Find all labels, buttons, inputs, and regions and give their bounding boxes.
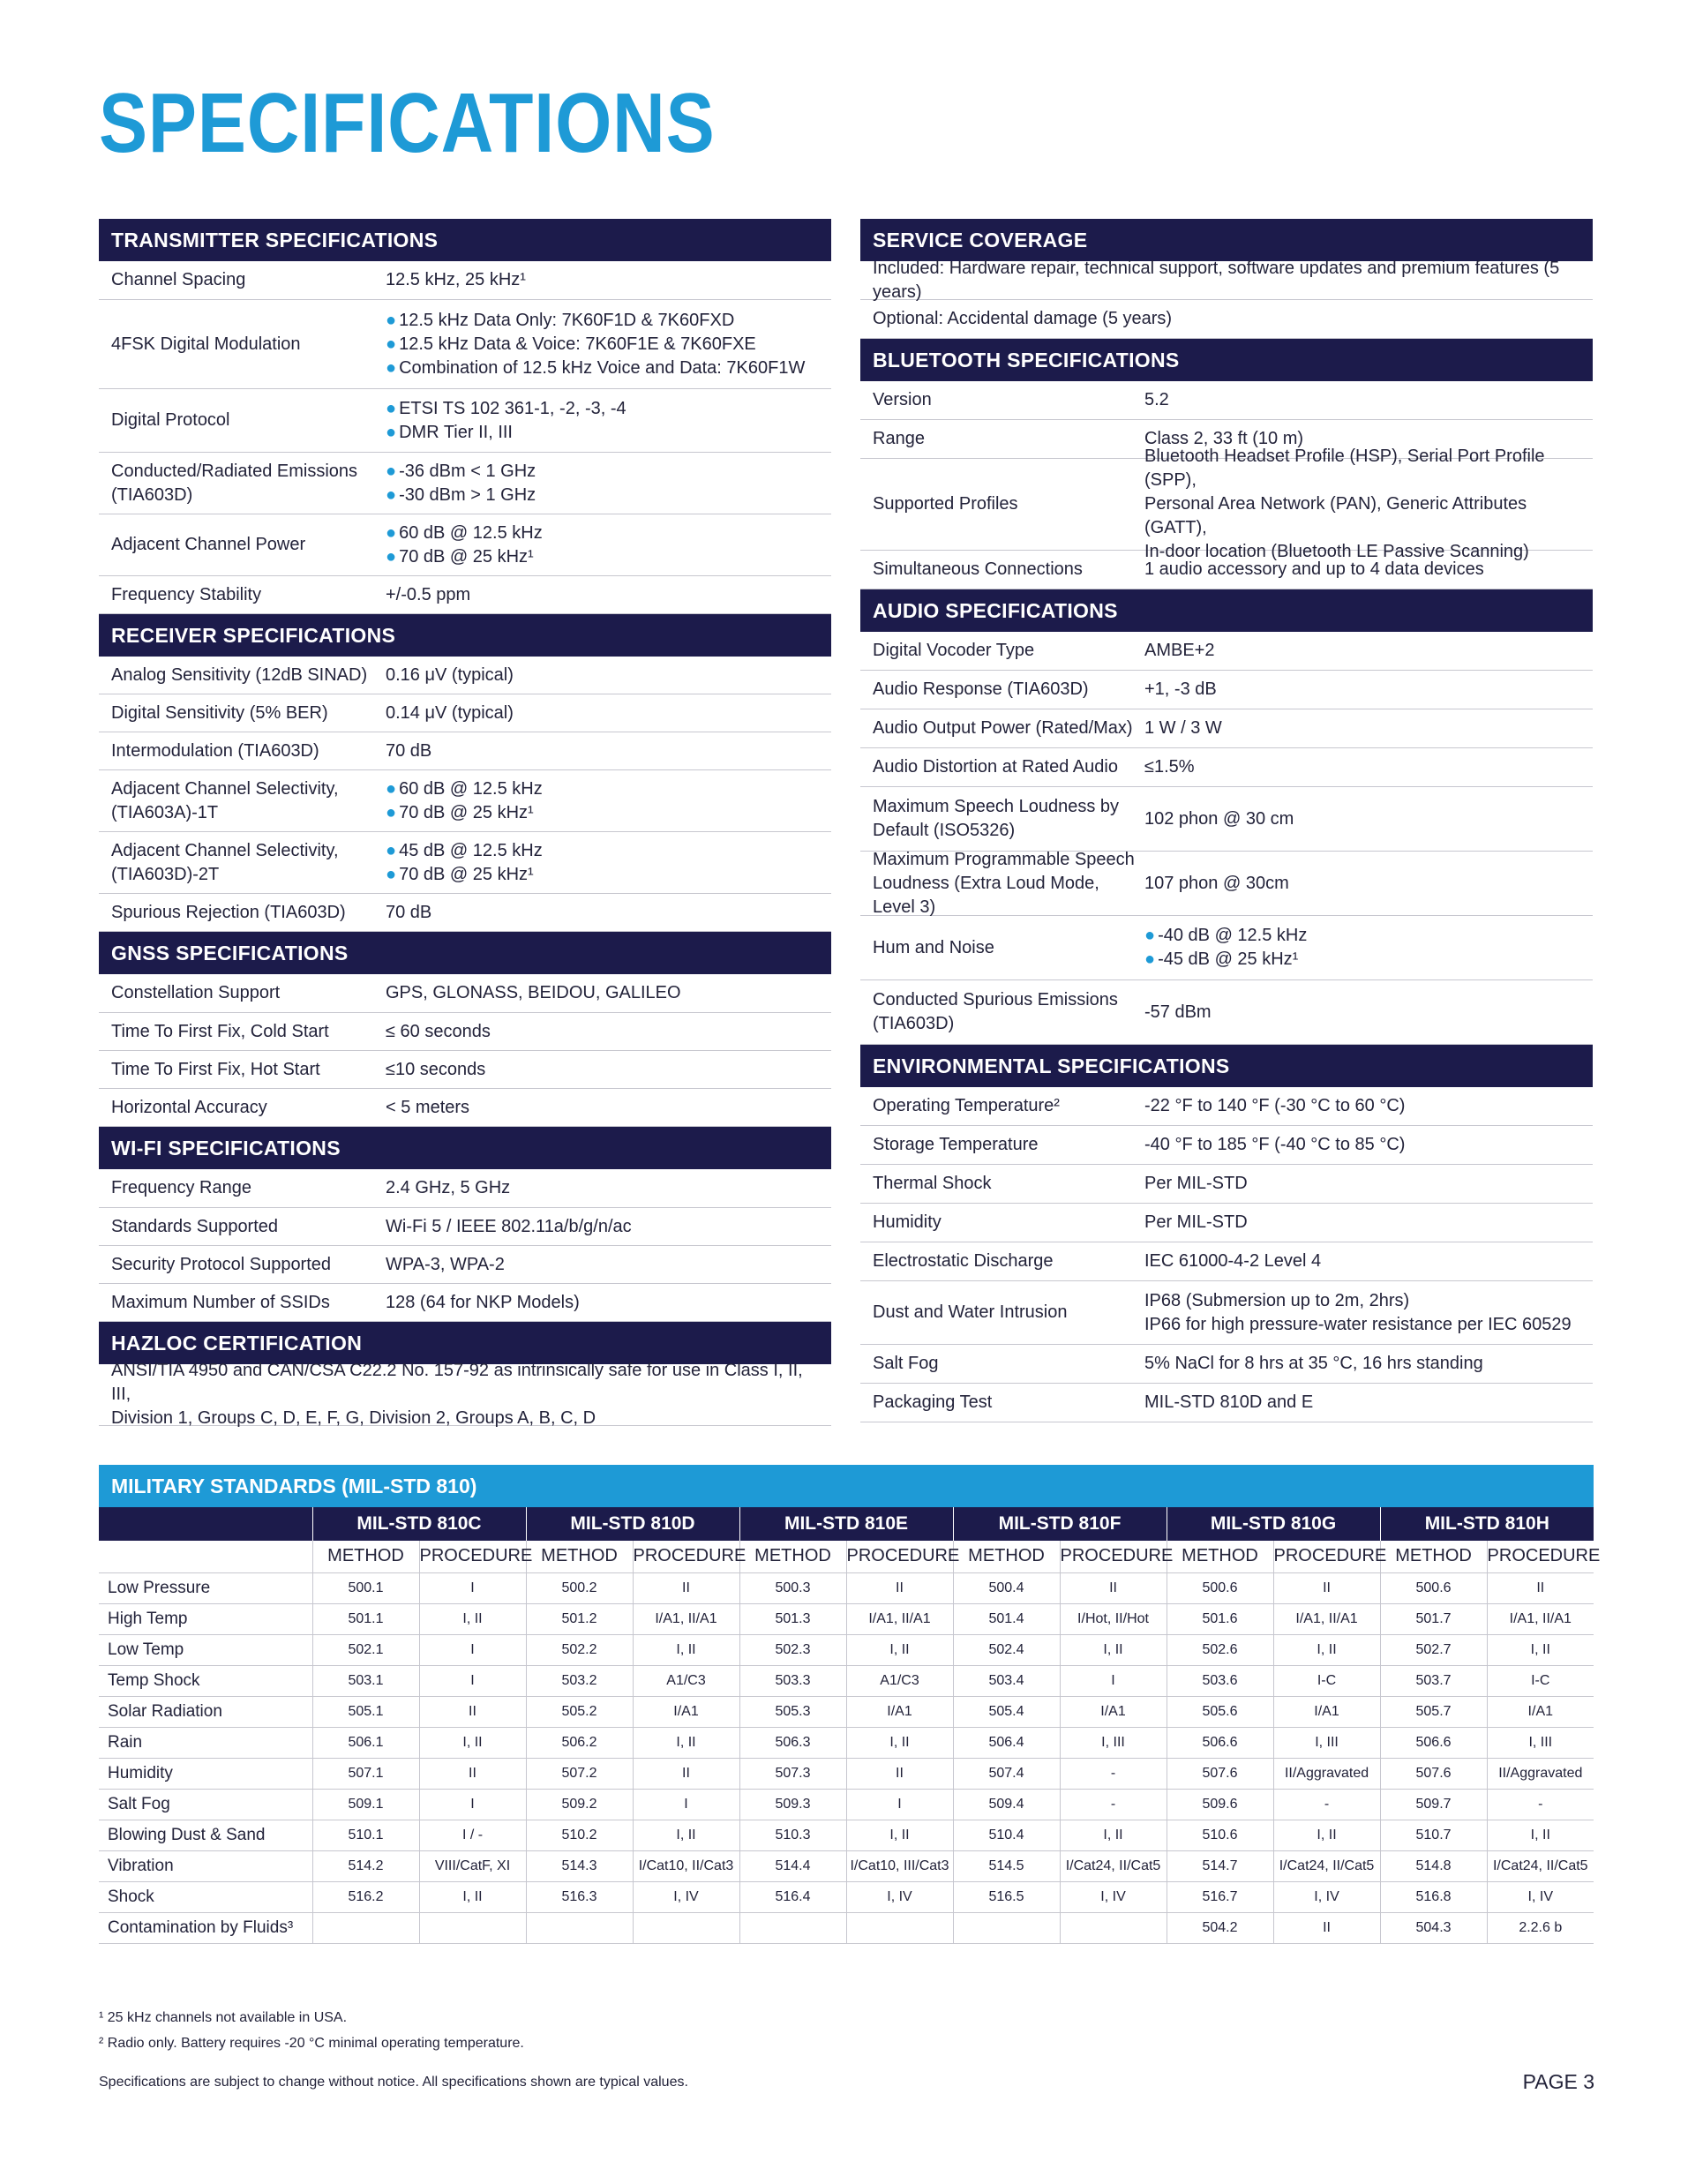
procedure-cell: I-C xyxy=(1487,1665,1594,1696)
bullet-icon: ● xyxy=(386,334,397,354)
procedure-cell: II xyxy=(1273,1572,1380,1603)
method-cell: 516.7 xyxy=(1167,1881,1273,1912)
method-cell: 503.1 xyxy=(312,1665,419,1696)
disclaimer: Specifications are subject to change without notice. All specifications shown are typical values. xyxy=(99,2075,688,2090)
military-heading: MILITARY STANDARDS (MIL-STD 810) xyxy=(99,1465,1594,1507)
row-label: Humidity xyxy=(99,1758,312,1789)
method-cell: 502.6 xyxy=(1167,1634,1273,1665)
row-label: High Temp xyxy=(99,1603,312,1634)
standard-header: MIL-STD 810H xyxy=(1380,1507,1594,1541)
procedure-cell: I xyxy=(419,1789,526,1820)
bullet-icon: ● xyxy=(386,422,397,442)
standard-header: MIL-STD 810E xyxy=(739,1507,953,1541)
spec-row: Constellation Support GPS, GLONASS, BEIDOU, GALILEO xyxy=(99,974,831,1013)
service-optional: Optional: Accidental damage (5 years) xyxy=(860,300,1593,339)
procedure-cell: I-C xyxy=(1273,1665,1380,1696)
standard-header: MIL-STD 810D xyxy=(526,1507,739,1541)
spec-row: Frequency Stability +/-0.5 ppm xyxy=(99,576,831,614)
method-cell: 516.4 xyxy=(739,1881,846,1912)
procedure-header: PROCEDURE xyxy=(1487,1541,1594,1572)
method-cell: 505.1 xyxy=(312,1696,419,1727)
procedure-cell: I/A1, II/A1 xyxy=(1273,1603,1380,1634)
procedure-cell: I/Cat24, II/Cat5 xyxy=(1273,1850,1380,1881)
spec-row: Frequency Range 2.4 GHz, 5 GHz xyxy=(99,1169,831,1208)
method-cell: 509.7 xyxy=(1380,1789,1487,1820)
spec-row: Intermodulation (TIA603D) 70 dB xyxy=(99,732,831,770)
procedure-cell: II xyxy=(846,1572,953,1603)
procedure-cell: I/Cat24, II/Cat5 xyxy=(1487,1850,1594,1881)
method-cell: 506.6 xyxy=(1380,1727,1487,1758)
method-cell xyxy=(739,1912,846,1943)
procedure-cell: I xyxy=(419,1572,526,1603)
method-cell xyxy=(312,1912,419,1943)
receiver-heading: RECEIVER SPECIFICATIONS xyxy=(99,614,831,657)
procedure-cell: I, II xyxy=(1060,1820,1167,1850)
procedure-cell: I/Cat24, II/Cat5 xyxy=(1060,1850,1167,1881)
method-cell: 509.6 xyxy=(1167,1789,1273,1820)
method-cell: 506.2 xyxy=(526,1727,633,1758)
method-cell: 516.2 xyxy=(312,1881,419,1912)
spec-row: Supported Profiles Bluetooth Headset Profile (HSP), Serial Port Profile (SPP), Personal Area Network (PAN), Generic Attributes (GATT), In-door location (Bluetooth LE Passive Scanning) xyxy=(860,459,1593,551)
method-cell: 503.2 xyxy=(526,1665,633,1696)
method-cell: 500.6 xyxy=(1380,1572,1487,1603)
table-row xyxy=(99,1603,1594,1634)
method-cell: 501.4 xyxy=(953,1603,1060,1634)
method-cell: 509.2 xyxy=(526,1789,633,1820)
method-cell: 514.8 xyxy=(1380,1850,1487,1881)
procedure-cell: I/Hot, II/Hot xyxy=(1060,1603,1167,1634)
procedure-cell: I, II xyxy=(1487,1820,1594,1850)
bullet-icon: ● xyxy=(1144,926,1156,945)
method-cell: 500.1 xyxy=(312,1572,419,1603)
method-cell: 509.4 xyxy=(953,1789,1060,1820)
procedure-cell: I/A1 xyxy=(633,1696,739,1727)
method-cell: 503.4 xyxy=(953,1665,1060,1696)
procedure-cell: I, II xyxy=(1273,1634,1380,1665)
procedure-cell: I/A1 xyxy=(1060,1696,1167,1727)
hazloc-heading: HAZLOC CERTIFICATION xyxy=(99,1322,831,1364)
spec-row: Operating Temperature² -22 °F to 140 °F (-30 °C to 60 °C) xyxy=(860,1087,1593,1126)
method-cell: 503.7 xyxy=(1380,1665,1487,1696)
page-title: SPECIFICATIONS xyxy=(99,76,716,170)
spec-row: Channel Spacing 12.5 kHz, 25 kHz¹ xyxy=(99,261,831,300)
method-cell: 501.6 xyxy=(1167,1603,1273,1634)
spec-row: Maximum Programmable Speech Loudness (Extra Loud Mode, Level 3) 107 phon @ 30cm xyxy=(860,852,1593,916)
row-label: Solar Radiation xyxy=(99,1696,312,1727)
procedure-cell: I, III xyxy=(1060,1727,1167,1758)
method-header: METHOD xyxy=(312,1541,419,1572)
standard-header: MIL-STD 810C xyxy=(312,1507,526,1541)
table-row xyxy=(99,1881,1594,1912)
spec-row: Adjacent Channel Power ● 60 dB @ 12.5 kHz ● 70 dB @ 25 kHz¹ xyxy=(99,514,831,576)
procedure-cell: I/Cat10, III/Cat3 xyxy=(846,1850,953,1881)
method-cell: 514.5 xyxy=(953,1850,1060,1881)
spec-row: Audio Response (TIA603D) +1, -3 dB xyxy=(860,671,1593,709)
bullet-icon: ● xyxy=(386,461,397,481)
bullet-icon: ● xyxy=(386,522,397,543)
spec-row: Packaging Test MIL-STD 810D and E xyxy=(860,1384,1593,1422)
spec-row: Analog Sensitivity (12dB SINAD) 0.16 μV (typical) xyxy=(99,657,831,694)
row-label: Vibration xyxy=(99,1850,312,1881)
spec-row: Digital Vocoder Type AMBE+2 xyxy=(860,632,1593,671)
table-row xyxy=(99,1912,1594,1943)
procedure-cell: I/A1 xyxy=(846,1696,953,1727)
procedure-cell: I, II xyxy=(419,1881,526,1912)
method-cell: 503.3 xyxy=(739,1665,846,1696)
procedure-cell: II xyxy=(1487,1572,1594,1603)
procedure-cell: I/A1, II/A1 xyxy=(846,1603,953,1634)
spec-row: Time To First Fix, Cold Start ≤ 60 seconds xyxy=(99,1013,831,1051)
procedure-cell: I/A1 xyxy=(1487,1696,1594,1727)
method-cell: 500.4 xyxy=(953,1572,1060,1603)
audio-heading: AUDIO SPECIFICATIONS xyxy=(860,589,1593,632)
method-header: METHOD xyxy=(1380,1541,1487,1572)
table-row xyxy=(99,1727,1594,1758)
procedure-header: PROCEDURE xyxy=(1060,1541,1167,1572)
procedure-cell: A1/C3 xyxy=(633,1665,739,1696)
procedure-header: PROCEDURE xyxy=(1273,1541,1380,1572)
procedure-cell: I xyxy=(633,1789,739,1820)
procedure-cell: I, IV xyxy=(633,1881,739,1912)
method-cell: 506.6 xyxy=(1167,1727,1273,1758)
method-cell xyxy=(526,1912,633,1943)
procedure-cell: I, II xyxy=(1273,1820,1380,1850)
procedure-cell: I, IV xyxy=(1487,1881,1594,1912)
method-cell: 506.4 xyxy=(953,1727,1060,1758)
procedure-cell: VIII/CatF, XI xyxy=(419,1850,526,1881)
bullet-icon: ● xyxy=(386,546,397,567)
method-cell: 501.1 xyxy=(312,1603,419,1634)
procedure-cell: 2.2.6 b xyxy=(1487,1912,1594,1943)
method-cell: 507.1 xyxy=(312,1758,419,1789)
procedure-cell: I xyxy=(846,1789,953,1820)
procedure-cell: I, II xyxy=(633,1727,739,1758)
procedure-cell: II xyxy=(419,1696,526,1727)
procedure-cell: I/Cat10, II/Cat3 xyxy=(633,1850,739,1881)
procedure-cell: II xyxy=(1273,1912,1380,1943)
bullet-icon: ● xyxy=(386,802,397,822)
method-cell: 507.3 xyxy=(739,1758,846,1789)
method-cell: 505.7 xyxy=(1380,1696,1487,1727)
service-included: Included: Hardware repair, technical support, software updates and premium features (5 years) xyxy=(860,261,1593,300)
procedure-cell: I, II xyxy=(419,1727,526,1758)
procedure-cell: I, II xyxy=(419,1603,526,1634)
method-cell: 502.7 xyxy=(1380,1634,1487,1665)
method-cell: 516.3 xyxy=(526,1881,633,1912)
method-header: METHOD xyxy=(526,1541,633,1572)
bullet-icon: ● xyxy=(386,310,397,330)
table-row xyxy=(99,1850,1594,1881)
method-cell: 510.7 xyxy=(1380,1820,1487,1850)
method-cell: 506.3 xyxy=(739,1727,846,1758)
procedure-cell: - xyxy=(1060,1789,1167,1820)
footnote-1: ¹ 25 kHz channels not available in USA. xyxy=(99,2010,348,2025)
procedure-cell xyxy=(633,1912,739,1943)
procedure-cell: A1/C3 xyxy=(846,1665,953,1696)
method-cell: 510.1 xyxy=(312,1820,419,1850)
method-cell: 516.5 xyxy=(953,1881,1060,1912)
procedure-cell: I xyxy=(1060,1665,1167,1696)
method-cell: 500.2 xyxy=(526,1572,633,1603)
row-label: Blowing Dust & Sand xyxy=(99,1820,312,1850)
spec-row: Horizontal Accuracy < 5 meters xyxy=(99,1089,831,1127)
method-cell: 504.2 xyxy=(1167,1912,1273,1943)
spec-row: Storage Temperature -40 °F to 185 °F (-40 °C to 85 °C) xyxy=(860,1126,1593,1165)
row-label: Contamination by Fluids³ xyxy=(99,1912,312,1943)
procedure-cell xyxy=(1060,1912,1167,1943)
method-cell xyxy=(953,1912,1060,1943)
method-cell: 507.2 xyxy=(526,1758,633,1789)
method-cell: 510.3 xyxy=(739,1820,846,1850)
method-cell: 505.6 xyxy=(1167,1696,1273,1727)
method-cell: 500.3 xyxy=(739,1572,846,1603)
spec-row: Conducted/Radiated Emissions (TIA603D) ● -36 dBm < 1 GHz ● -30 dBm > 1 GHz xyxy=(99,453,831,514)
hazloc-text: ANSI/TIA 4950 and CAN/CSA C22.2 No. 157-92 as intrinsically safe for use in Class I, II, III, Division 1, Groups C, D, E, F, G, Division 2, Groups A, B, C, D xyxy=(99,1364,831,1426)
method-cell: 510.6 xyxy=(1167,1820,1273,1850)
spec-row: Version 5.2 xyxy=(860,381,1593,420)
procedure-cell: I, II xyxy=(846,1634,953,1665)
row-label: Temp Shock xyxy=(99,1665,312,1696)
spec-row: Range Class 2, 33 ft (10 m) xyxy=(860,420,1593,459)
method-cell: 502.1 xyxy=(312,1634,419,1665)
method-cell: 510.4 xyxy=(953,1820,1060,1850)
row-label: Low Temp xyxy=(99,1634,312,1665)
method-cell: 502.4 xyxy=(953,1634,1060,1665)
procedure-cell: I, II xyxy=(633,1634,739,1665)
spec-row: Simultaneous Connections 1 audio accessory and up to 4 data devices xyxy=(860,551,1593,589)
spec-row: Thermal Shock Per MIL-STD xyxy=(860,1165,1593,1204)
spec-row: 4FSK Digital Modulation ● 12.5 kHz Data Only: 7K60F1D & 7K60FXD ● 12.5 kHz Data & Voice: 7K60F1E & 7K60FXE ● Combination of 12.5 kHz Voice and Data: 7K60F1W xyxy=(99,300,831,389)
method-cell: 501.3 xyxy=(739,1603,846,1634)
method-cell: 506.1 xyxy=(312,1727,419,1758)
procedure-header: PROCEDURE xyxy=(633,1541,739,1572)
row-label: Low Pressure xyxy=(99,1572,312,1603)
military-table xyxy=(99,1507,1601,1944)
method-cell: 509.3 xyxy=(739,1789,846,1820)
bullet-icon: ● xyxy=(386,398,397,418)
standard-header: MIL-STD 810F xyxy=(953,1507,1167,1541)
spec-row: Adjacent Channel Selectivity, (TIA603D)-2T ● 45 dB @ 12.5 kHz ● 70 dB @ 25 kHz¹ xyxy=(99,832,831,894)
spec-row: Hum and Noise ● -40 dB @ 12.5 kHz ● -45 dB @ 25 kHz¹ xyxy=(860,916,1593,980)
procedure-cell: - xyxy=(1273,1789,1380,1820)
gnss-heading: GNSS SPECIFICATIONS xyxy=(99,932,831,974)
procedure-cell: I xyxy=(419,1665,526,1696)
row-label: Shock xyxy=(99,1881,312,1912)
procedure-cell: I/A1, II/A1 xyxy=(633,1603,739,1634)
procedure-cell: II xyxy=(633,1758,739,1789)
procedure-cell: I, II xyxy=(1060,1634,1167,1665)
spec-row: Maximum Number of SSIDs 128 (64 for NKP Models) xyxy=(99,1284,831,1322)
procedure-cell: I xyxy=(419,1634,526,1665)
table-row xyxy=(99,1634,1594,1665)
bullet-icon: ● xyxy=(386,778,397,799)
method-cell: 501.2 xyxy=(526,1603,633,1634)
procedure-cell: I, II xyxy=(1487,1634,1594,1665)
procedure-cell: I, IV xyxy=(1273,1881,1380,1912)
procedure-cell: II xyxy=(419,1758,526,1789)
table-row xyxy=(99,1696,1594,1727)
footnote-2: ² Radio only. Battery requires -20 °C minimal operating temperature. xyxy=(99,2036,524,2051)
procedure-cell: - xyxy=(1060,1758,1167,1789)
transmitter-heading: TRANSMITTER SPECIFICATIONS xyxy=(99,219,831,261)
spec-row: Security Protocol Supported WPA-3, WPA-2 xyxy=(99,1246,831,1284)
method-cell: 505.2 xyxy=(526,1696,633,1727)
method-cell: 503.6 xyxy=(1167,1665,1273,1696)
method-cell: 502.3 xyxy=(739,1634,846,1665)
method-cell: 505.3 xyxy=(739,1696,846,1727)
right-column xyxy=(860,219,1593,1422)
method-cell: 505.4 xyxy=(953,1696,1060,1727)
environmental-heading: ENVIRONMENTAL SPECIFICATIONS xyxy=(860,1045,1593,1087)
procedure-cell: I, II xyxy=(633,1820,739,1850)
standard-header: MIL-STD 810G xyxy=(1167,1507,1380,1541)
spec-row: Audio Distortion at Rated Audio ≤1.5% xyxy=(860,748,1593,787)
method-cell: 502.2 xyxy=(526,1634,633,1665)
method-cell: 509.1 xyxy=(312,1789,419,1820)
bullet-icon: ● xyxy=(386,864,397,884)
spec-row: Salt Fog 5% NaCl for 8 hrs at 35 °C, 16 hrs standing xyxy=(860,1345,1593,1384)
row-label: Salt Fog xyxy=(99,1789,312,1820)
procedure-cell: I/A1 xyxy=(1273,1696,1380,1727)
spec-row: Digital Protocol ● ETSI TS 102 361-1, -2, -3, -4 ● DMR Tier II, III xyxy=(99,389,831,453)
procedure-cell: II/Aggravated xyxy=(1487,1758,1594,1789)
procedure-cell: II xyxy=(633,1572,739,1603)
method-cell: 507.6 xyxy=(1380,1758,1487,1789)
procedure-cell: I, IV xyxy=(1060,1881,1167,1912)
method-cell: 507.6 xyxy=(1167,1758,1273,1789)
row-label: Rain xyxy=(99,1727,312,1758)
method-cell: 504.3 xyxy=(1380,1912,1487,1943)
spec-row: Adjacent Channel Selectivity, (TIA603A)-1T ● 60 dB @ 12.5 kHz ● 70 dB @ 25 kHz¹ xyxy=(99,770,831,832)
method-cell: 516.8 xyxy=(1380,1881,1487,1912)
spec-row: Maximum Speech Loudness by Default (ISO5326) 102 phon @ 30 cm xyxy=(860,787,1593,852)
table-row xyxy=(99,1758,1594,1789)
method-header: METHOD xyxy=(953,1541,1060,1572)
table-row xyxy=(99,1789,1594,1820)
table-row xyxy=(99,1665,1594,1696)
service-heading: SERVICE COVERAGE xyxy=(860,219,1593,261)
procedure-header: PROCEDURE xyxy=(846,1541,953,1572)
procedure-cell: II xyxy=(846,1758,953,1789)
military-standards-section xyxy=(99,1465,1601,1944)
bluetooth-heading: BLUETOOTH SPECIFICATIONS xyxy=(860,339,1593,381)
table-corner xyxy=(99,1507,312,1541)
procedure-cell: - xyxy=(1487,1789,1594,1820)
method-header: METHOD xyxy=(739,1541,846,1572)
procedure-cell: II/Aggravated xyxy=(1273,1758,1380,1789)
method-cell: 507.4 xyxy=(953,1758,1060,1789)
procedure-cell: I, IV xyxy=(846,1881,953,1912)
procedure-cell xyxy=(846,1912,953,1943)
method-cell: 500.6 xyxy=(1167,1572,1273,1603)
spec-row: Standards Supported Wi-Fi 5 / IEEE 802.11a/b/g/n/ac xyxy=(99,1208,831,1246)
spec-row: Audio Output Power (Rated/Max) 1 W / 3 W xyxy=(860,709,1593,748)
method-cell: 514.7 xyxy=(1167,1850,1273,1881)
spec-row: Electrostatic Discharge IEC 61000-4-2 Level 4 xyxy=(860,1242,1593,1281)
bullet-icon: ● xyxy=(1144,949,1156,969)
bullet-icon: ● xyxy=(386,484,397,505)
procedure-cell: I, II xyxy=(846,1727,953,1758)
procedure-cell: I, III xyxy=(1273,1727,1380,1758)
method-cell: 514.3 xyxy=(526,1850,633,1881)
spec-row: Humidity Per MIL-STD xyxy=(860,1204,1593,1242)
method-cell: 514.2 xyxy=(312,1850,419,1881)
method-cell: 514.4 xyxy=(739,1850,846,1881)
spec-row: Dust and Water Intrusion IP68 (Submersion up to 2m, 2hrs) IP66 for high pressure-water resistance per IEC 60529 xyxy=(860,1281,1593,1345)
left-column xyxy=(99,219,831,1426)
bullet-icon: ● xyxy=(386,840,397,860)
table-row xyxy=(99,1820,1594,1850)
spec-row: Digital Sensitivity (5% BER) 0.14 μV (typical) xyxy=(99,694,831,732)
procedure-header: PROCEDURE xyxy=(419,1541,526,1572)
spec-row: Spurious Rejection (TIA603D) 70 dB xyxy=(99,894,831,932)
method-header: METHOD xyxy=(1167,1541,1273,1572)
procedure-cell: I, II xyxy=(846,1820,953,1850)
page-number: PAGE 3 xyxy=(1522,2070,1594,2093)
procedure-cell: II xyxy=(1060,1572,1167,1603)
spec-row: Conducted Spurious Emissions (TIA603D) -57 dBm xyxy=(860,980,1593,1045)
bullet-icon: ● xyxy=(386,357,397,378)
spec-row: Time To First Fix, Hot Start ≤10 seconds xyxy=(99,1051,831,1089)
procedure-cell: I/A1, II/A1 xyxy=(1487,1603,1594,1634)
procedure-cell xyxy=(419,1912,526,1943)
procedure-cell: I / - xyxy=(419,1820,526,1850)
label-header xyxy=(99,1541,312,1572)
method-cell: 510.2 xyxy=(526,1820,633,1850)
wifi-heading: WI-FI SPECIFICATIONS xyxy=(99,1127,831,1169)
table-row xyxy=(99,1572,1594,1603)
footnotes xyxy=(99,2005,524,2056)
procedure-cell: I, III xyxy=(1487,1727,1594,1758)
method-cell: 501.7 xyxy=(1380,1603,1487,1634)
